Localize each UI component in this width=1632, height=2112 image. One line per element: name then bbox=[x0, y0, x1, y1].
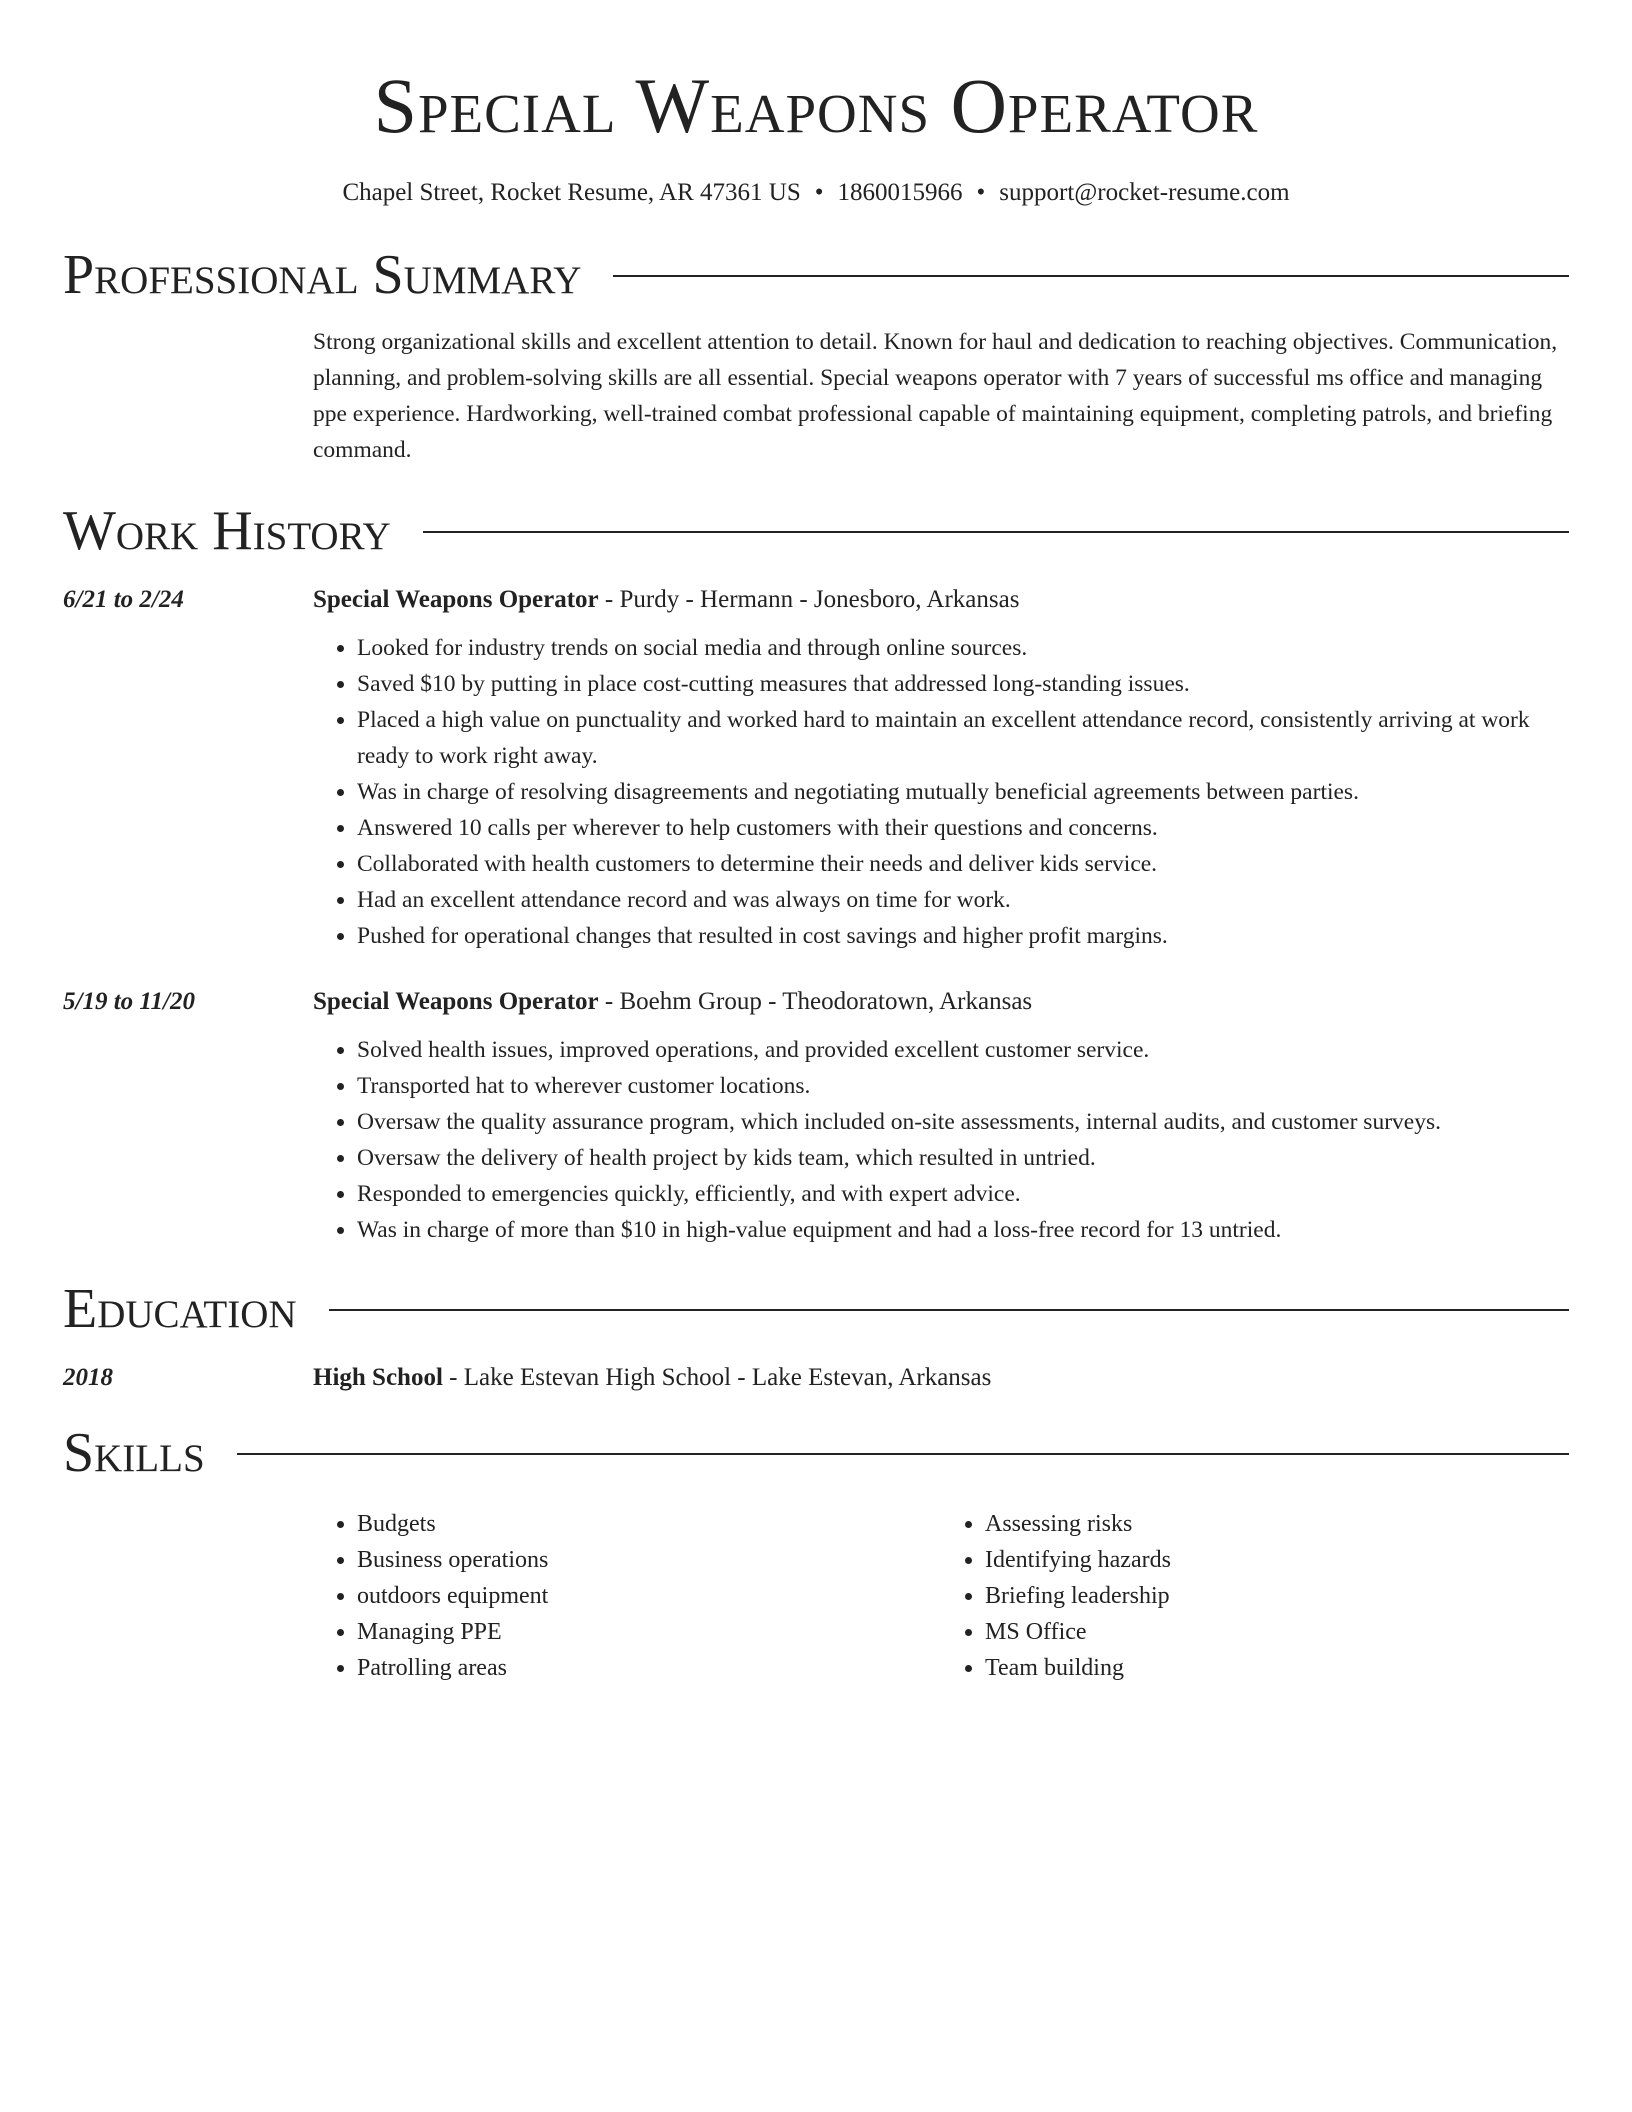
skills-row bbox=[63, 1506, 1569, 1686]
section-header-summary bbox=[63, 240, 1569, 310]
skill-item: • Managing PPE bbox=[357, 1614, 941, 1650]
section-divider bbox=[423, 531, 1569, 533]
job-dates: 5/19 to 11/20 bbox=[63, 988, 195, 1015]
skill-item: • Patrolling areas bbox=[357, 1650, 941, 1686]
job-dates: 6/21 to 2/24 bbox=[63, 586, 184, 613]
section-header-work-history bbox=[63, 496, 1569, 566]
education-entry bbox=[63, 1360, 1569, 1396]
summary-row bbox=[63, 324, 1569, 468]
school: - Lake Estevan High School - Lake Estevan, Arkansas bbox=[442, 1364, 992, 1391]
list-item: • Pushed for operational changes that resulted in cost savings and higher profit margins. bbox=[357, 918, 1569, 954]
job-title: Special Weapons Operator bbox=[313, 586, 599, 613]
list-item: • Looked for industry trends on social media and through online sources. bbox=[357, 630, 1569, 666]
skill-item: • outdoors equipment bbox=[357, 1578, 941, 1614]
list-item: • Responded to emergencies quickly, efficiently, and with expert advice. bbox=[357, 1176, 1569, 1212]
skills-columns bbox=[313, 1506, 1569, 1686]
list-item: • Transported hat to wherever customer locations. bbox=[357, 1068, 1569, 1104]
job-title: Special Weapons Operator bbox=[313, 988, 599, 1015]
job-body bbox=[313, 984, 1569, 1248]
candidate-name: Special Weapons Operator bbox=[373, 62, 1259, 149]
list-item: • Answered 10 calls per wherever to help customers with their questions and concerns. bbox=[357, 810, 1569, 846]
section-title-skills: Skills bbox=[63, 1422, 205, 1484]
skill-item: • Budgets bbox=[357, 1506, 941, 1542]
job-entry bbox=[63, 582, 1569, 954]
separator-dot: • bbox=[976, 179, 986, 206]
list-item: • Collaborated with health customers to determine their needs and deliver kids service. bbox=[357, 846, 1569, 882]
education-body bbox=[313, 1360, 1569, 1396]
job-entry bbox=[63, 984, 1569, 1248]
degree: High School bbox=[313, 1364, 443, 1391]
section-header-education bbox=[63, 1274, 1569, 1344]
section-title-summary: Professional Summary bbox=[63, 244, 582, 306]
skill-item: • Business operations bbox=[357, 1542, 941, 1578]
section-divider bbox=[613, 275, 1569, 277]
list-item: • Was in charge of resolving disagreements and negotiating mutually beneficial agreements between parties. bbox=[357, 774, 1569, 810]
job-employer: - Purdy - Hermann - Jonesboro, Arkansas bbox=[598, 586, 1020, 613]
section-title-work-history: Work History bbox=[63, 500, 391, 562]
list-item: • Oversaw the quality assurance program, which included on-site assessments, internal audits, and customer surveys. bbox=[357, 1104, 1569, 1140]
list-item: • Placed a high value on punctuality and worked hard to maintain an excellent attendance record, consistently arriving at work ready to work right away. bbox=[357, 702, 1569, 774]
job-employer: - Boehm Group - Theodoratown, Arkansas bbox=[598, 988, 1033, 1015]
job-body bbox=[313, 582, 1569, 954]
education-year: 2018 bbox=[63, 1364, 113, 1391]
email-link[interactable]: support@rocket-resume.com bbox=[999, 179, 1290, 206]
separator-dot: • bbox=[814, 179, 824, 206]
section-title-education: Education bbox=[63, 1278, 297, 1340]
summary-spacer bbox=[63, 324, 313, 468]
skills-spacer bbox=[63, 1506, 313, 1686]
skill-item: • Briefing leadership bbox=[985, 1578, 1569, 1614]
list-item: • Had an excellent attendance record and was always on time for work. bbox=[357, 882, 1569, 918]
section-divider bbox=[237, 1453, 1569, 1455]
job-bullets bbox=[313, 1032, 1569, 1248]
section-header-skills bbox=[63, 1418, 1569, 1488]
list-item: • Solved health issues, improved operations, and provided excellent customer service. bbox=[357, 1032, 1569, 1068]
job-heading bbox=[313, 984, 1569, 1020]
list-item: • Oversaw the delivery of health project by kids team, which resulted in untried. bbox=[357, 1140, 1569, 1176]
contact-line bbox=[63, 176, 1569, 210]
skill-item: • Team building bbox=[985, 1650, 1569, 1686]
skills-list-right bbox=[941, 1506, 1569, 1686]
skill-item: • Identifying hazards bbox=[985, 1542, 1569, 1578]
skill-item: • Assessing risks bbox=[985, 1506, 1569, 1542]
address: Chapel Street, Rocket Resume, AR 47361 US bbox=[342, 179, 801, 206]
skill-item: • MS Office bbox=[985, 1614, 1569, 1650]
list-item: • Saved $10 by putting in place cost-cutting measures that addressed long-standing issues. bbox=[357, 666, 1569, 702]
job-heading bbox=[313, 582, 1569, 618]
skills-list-left bbox=[313, 1506, 941, 1686]
list-item: • Was in charge of more than $10 in high-value equipment and had a loss-free record for 13 untried. bbox=[357, 1212, 1569, 1248]
phone: 1860015966 bbox=[837, 179, 963, 206]
job-bullets bbox=[313, 630, 1569, 954]
section-divider bbox=[329, 1309, 1569, 1311]
summary-text: Strong organizational skills and excellent attention to detail. Known for haul and dedication to reaching objectives. Communication, planning, and problem-solving skills are all essential. Special weapons operator with 7 years of successful ms office and managing ppe experience. Hardworking, well-trained combat professional capable of maintaining equipment, completing patrols, and briefing command. bbox=[313, 329, 1558, 463]
